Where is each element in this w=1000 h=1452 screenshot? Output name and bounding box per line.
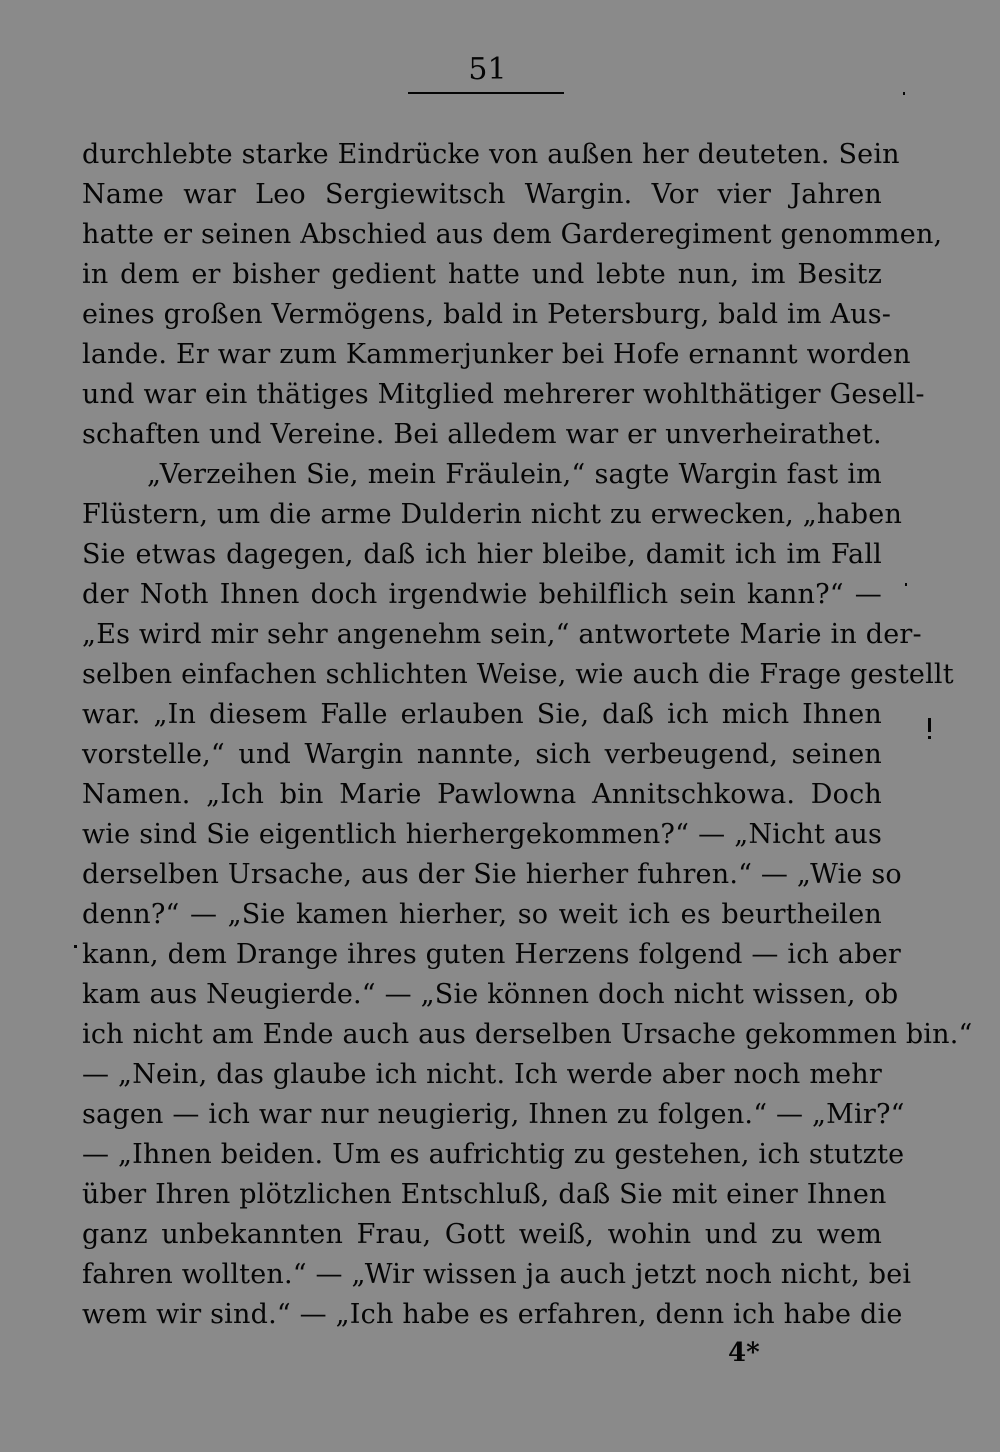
text-line: fahren wollten.“ — „Wir wissen ja auch jetzt noch nicht, bei <box>82 1259 912 1290</box>
text-line: Flüstern, um die arme Dulderin nicht zu erwecken, „haben <box>82 499 903 530</box>
text-line: über Ihren plötzlichen Entschluß, daß Sie mit einer Ihnen <box>82 1179 887 1210</box>
text-line: derselben Ursache, aus der Sie hierher fuhren.“ — „Wie so <box>82 859 902 890</box>
text-line: selben einfachen schlichten Weise, wie auch die Frage gestellt <box>82 659 954 690</box>
page-number: 51 <box>468 52 507 87</box>
text-line: wem wir sind.“ — „Ich habe es erfahren, denn ich habe die <box>82 1299 903 1330</box>
header-rule <box>408 92 564 94</box>
scan-speck <box>74 945 77 948</box>
text-line: lande. Er war zum Kammerjunker bei Hofe ernannt worden <box>82 339 911 370</box>
text-line: schaften und Vereine. Bei alledem war er unverheirathet. <box>82 419 882 450</box>
scan-speck <box>903 92 905 95</box>
text-line: „Verzeihen Sie, mein Fräulein,“ sagte Wargin fast im <box>147 459 882 490</box>
text-line: war. „In diesem Falle erlauben Sie, daß ich mich Ihnen <box>82 699 882 730</box>
text-line: wie sind Sie eigentlich hierhergekommen?“ — „Nicht aus <box>82 819 882 850</box>
signature-mark: 4* <box>728 1338 760 1368</box>
text-line: und war ein thätiges Mitglied mehrerer wohlthätiger Gesell- <box>82 379 925 410</box>
text-line: in dem er bisher gedient hatte und lebte nun, im Besitz <box>82 259 882 290</box>
body-text <box>82 135 973 1335</box>
scan-speck <box>928 736 931 739</box>
text-line: — „Nein, das glaube ich nicht. Ich werde aber noch mehr <box>82 1059 882 1090</box>
text-line: Name war Leo Sergiewitsch Wargin. Vor vier Jahren <box>82 179 882 210</box>
text-line: Namen. „Ich bin Marie Pawlowna Annitschkowa. Doch <box>82 779 882 810</box>
text-line: eines großen Vermögens, bald in Petersburg, bald im Aus- <box>82 299 892 330</box>
text-line: vorstelle,“ und Wargin nannte, sich verbeugend, seinen <box>82 739 882 770</box>
text-line: kam aus Neugierde.“ — „Sie können doch nicht wissen, ob <box>82 979 899 1010</box>
text-line: kann, dem Drange ihres guten Herzens folgend — ich aber <box>82 939 901 970</box>
text-line: der Noth Ihnen doch irgendwie behilflich sein kann?“ — <box>82 579 882 610</box>
text-line: durchlebte starke Eindrücke von außen her deuteten. Sein <box>82 139 900 170</box>
text-line: ich nicht am Ende auch aus derselben Ursache gekommen bin.“ <box>82 1019 973 1050</box>
text-line: — „Ihnen beiden. Um es aufrichtig zu gestehen, ich stutzte <box>82 1139 905 1170</box>
text-line: denn?“ — „Sie kamen hierher, so weit ich es beurtheilen <box>82 899 882 930</box>
text-line: Sie etwas dagegen, daß ich hier bleibe, damit ich im Fall <box>82 539 882 570</box>
text-line: sagen — ich war nur neugierig, Ihnen zu folgen.“ — „Mir?“ <box>82 1099 905 1130</box>
scan-speck <box>905 583 907 586</box>
text-line: hatte er seinen Abschied aus dem Garderegiment genommen, <box>82 219 943 250</box>
text-line: „Es wird mir sehr angenehm sein,“ antwortete Marie in der- <box>82 619 922 650</box>
scan-speck <box>928 718 931 732</box>
text-line: ganz unbekannten Frau, Gott weiß, wohin und zu wem <box>82 1219 882 1250</box>
